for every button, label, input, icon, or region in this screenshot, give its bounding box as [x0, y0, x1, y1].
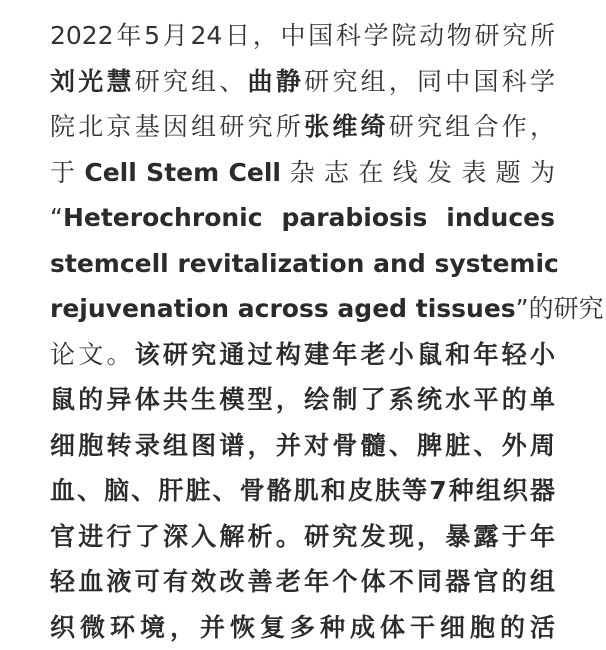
paragraph-line	[50, 468, 555, 514]
text: 于	[50, 158, 84, 187]
bold-text: Cell Stem Cell	[84, 158, 281, 187]
text: 杂 志 在 线 发 表 题 为	[281, 158, 555, 187]
article-body	[50, 13, 555, 650]
bold-text: 官进行了深入解析。研究发现，暴露于年	[50, 522, 555, 551]
paragraph-line	[50, 13, 555, 59]
text: 2022年5月24日，中国科学院动物研究所	[50, 21, 555, 50]
paragraph-line	[50, 150, 555, 196]
paragraph-line	[50, 423, 555, 469]
bold-text: rejuvenation across aged tissues	[50, 294, 516, 323]
paragraph-line	[50, 514, 555, 560]
text: 研究组合作，	[389, 112, 555, 141]
text: ”的研究	[516, 294, 604, 323]
paragraph-line	[50, 104, 555, 150]
paragraph-line	[50, 195, 555, 241]
bold-text: 鼠的异体共生模型，绘制了系统水平的单	[50, 385, 555, 414]
paragraph-line	[50, 59, 555, 105]
text: 研究组、	[135, 67, 248, 96]
paragraph-line	[50, 559, 555, 605]
text: 院北京基因组研究所	[50, 112, 304, 141]
paragraph-line	[50, 332, 555, 378]
paragraph-line	[50, 377, 555, 423]
paragraph-line	[50, 286, 555, 332]
bold-text: Heterochronic parabiosis induces	[63, 203, 555, 232]
bold-text: 曲静	[248, 67, 304, 96]
bold-text: 该研究通过构建年老小鼠和年轻小	[135, 340, 555, 369]
paragraph-line	[50, 241, 555, 287]
text: “	[50, 203, 63, 232]
bold-text: 张维绮	[304, 112, 389, 141]
bold-text: 细胞转录组图谱，并对骨髓、脾脏、外周	[50, 431, 555, 460]
bold-text: 刘光慧	[50, 67, 135, 96]
bold-text: stemcell revitalization and systemic	[50, 249, 559, 278]
text: 论文。	[50, 340, 135, 369]
text: 研究组，同中国科学	[304, 67, 555, 96]
bold-text: 轻血液可有效改善老年个体不同器官的组	[50, 567, 555, 596]
bold-text: 血、脑、肝脏、骨骼肌和皮肤等7种组织器	[50, 476, 555, 505]
paragraph-line	[50, 605, 555, 650]
bold-text: 织微环境，并恢复多种成体干细胞的活	[50, 613, 555, 642]
